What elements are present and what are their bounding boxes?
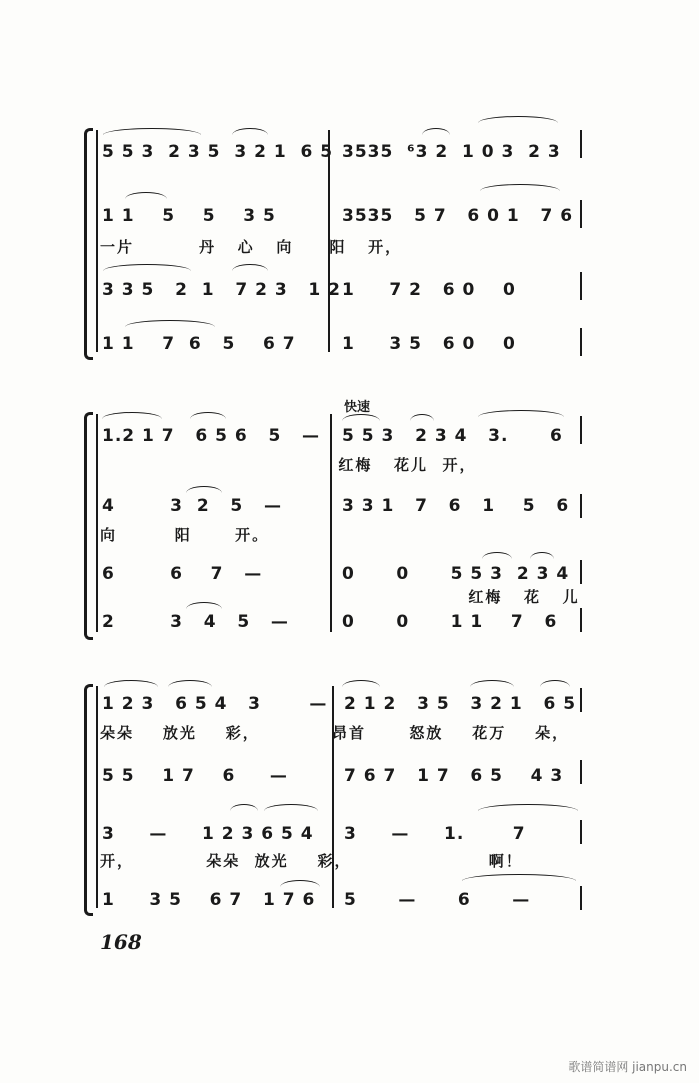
notation-row: 1 3 5 6 0 0 — [342, 334, 516, 354]
notation-row: 3 3 5 2 1 7 2 3 1 2 — [102, 280, 341, 300]
barline-end — [580, 272, 582, 300]
lyric-line: 朵朵 放光 彩， 昂首 怒放 花万 朵， — [100, 724, 570, 742]
slur — [186, 486, 222, 493]
slur — [482, 552, 512, 559]
notation-row: 1 7 2 6 0 0 — [342, 280, 516, 300]
notation-row: 0 0 1 1 7 6 — [342, 612, 558, 632]
slur — [422, 128, 450, 135]
slur — [125, 320, 215, 327]
notation-row: 1 3 5 6 7 1 7 6 — [102, 890, 316, 910]
slur — [232, 264, 268, 271]
notation-row: 1.2 1 7 6 5 6 5 — — [102, 426, 321, 446]
slur — [478, 410, 564, 417]
watermark: 歌谱简谱网 jianpu.cn — [568, 1060, 687, 1074]
barline-end — [580, 688, 582, 712]
barline-end — [580, 200, 582, 228]
system-brace — [84, 128, 93, 360]
slur — [530, 552, 554, 559]
slur — [125, 192, 167, 199]
system-line — [96, 686, 98, 908]
notation-row: 2 3 4 5 — — [102, 612, 289, 632]
slur — [280, 880, 320, 887]
barline-end — [580, 494, 582, 518]
notation-row: 1 1 5 5 3 5 — [102, 206, 276, 226]
barline-end — [580, 886, 582, 910]
notation-row: 3 — 1 2 3 6 5 4 — [102, 824, 314, 844]
slur — [480, 184, 560, 191]
slur — [103, 264, 191, 271]
slur — [540, 680, 570, 687]
notation-row: 1 2 3 6 5 4 3 — — [102, 694, 328, 714]
page-number: 168 — [100, 930, 142, 954]
barline-end — [580, 416, 582, 444]
system-brace — [84, 412, 93, 640]
barline-end — [580, 130, 582, 158]
notation-row: 0 0 5 5 3 2 3 4 — [342, 564, 570, 584]
system-brace — [84, 684, 93, 916]
slur — [104, 680, 158, 687]
barline — [332, 686, 334, 908]
slur — [168, 680, 212, 687]
barline-end — [580, 760, 582, 784]
notation-row: 5 5 3 2 3 4 3. 6 — [342, 426, 563, 446]
notation-row: 3535 5 7 6 0 1 7 6 — [342, 206, 574, 226]
slur — [264, 804, 318, 811]
slur — [342, 680, 380, 687]
notation-row: 5 5 1 7 6 — — [102, 766, 288, 786]
notation-row: 2 1 2 3 5 3 2 1 6 5 — [344, 694, 577, 714]
lyric-line: 向 阳 开。 — [100, 526, 270, 544]
system-line — [96, 414, 98, 632]
notation-row: 3 3 1 7 6 1 5 6 — [342, 496, 570, 516]
notation-row: 1 1 7 6 5 6 7 — [102, 334, 296, 354]
slur — [190, 412, 226, 419]
slur — [102, 412, 162, 419]
notation-row: 5 — 6 — — [344, 890, 531, 910]
system-line — [96, 130, 98, 352]
slur — [470, 680, 514, 687]
slur — [478, 804, 578, 811]
lyric-line: 开， 朵朵 放光 彩， 啊！ — [100, 852, 523, 870]
slur — [478, 116, 558, 123]
notation-row: 7 6 7 1 7 6 5 4 3 — [344, 766, 564, 786]
slur — [230, 804, 258, 811]
lyric-line: 红梅 花 儿 — [100, 588, 580, 606]
slur — [342, 414, 380, 421]
barline-end — [580, 328, 582, 356]
lyric-line: 红梅 花儿 开， — [100, 456, 477, 474]
notation-row: 3535 ⁶3 2 1 0 3 2 3 — [342, 142, 561, 162]
barline-end — [580, 820, 582, 844]
notation-row: 6 6 7 — — [102, 564, 263, 584]
lyric-line: 一片 丹 心 向 阳 开， — [100, 238, 403, 256]
barline-end — [580, 560, 582, 584]
slur — [462, 874, 576, 881]
barline-end — [580, 608, 582, 632]
notation-row: 3 — 1. 7 — [344, 824, 526, 844]
tempo-marking: 快速 — [344, 400, 371, 415]
slur — [232, 128, 268, 135]
notation-row: 5 5 3 2 3 5 3 2 1 6 5 — [102, 142, 334, 162]
slur — [103, 128, 201, 135]
slur — [410, 414, 434, 421]
notation-row: 4 3 2 5 — — [102, 496, 283, 516]
